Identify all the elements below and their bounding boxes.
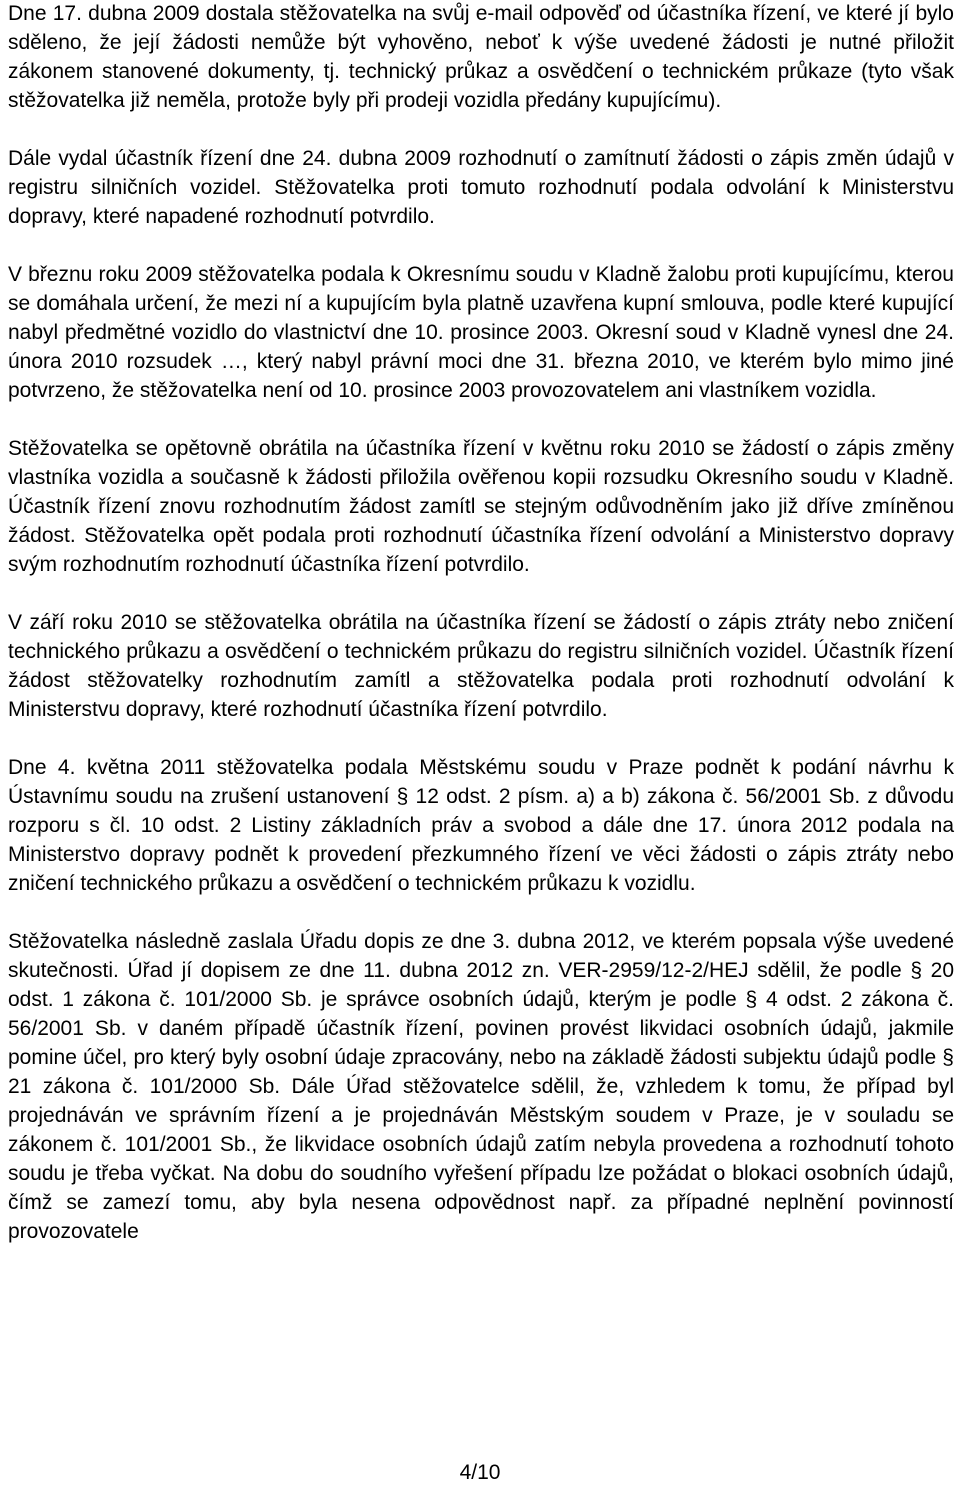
document-body <box>8 0 954 1275</box>
paragraph-office-letter: Stěžovatelka následně zaslala Úřadu dopis ze dne 3. dubna 2012, ve kterém popsala výše uvedené skutečnosti. Úřad jí dopisem ze dne 11. dubna 2012 zn. VER-2959/12-2/HEJ sdělil, že podle § 20 odst. 1 zákona č. 101/2000 Sb. je správce osobních údajů, kterým je podle § 4 odst. 2 zákona č. 56/2001 Sb. v daném případě účastník řízení, povinen provést likvidaci osobních údajů, jakmile pomine účel, pro který byly osobní údaje zpracovány, nebo na základě žádosti subjektu údajů podle § 21 zákona č. 101/2000 Sb. Dále Úřad stěžovatelce sdělil, že, vzhledem k tomu, že případ byl projednáván ve správním řízení a je projednáván Městským soudem v Praze, je v souladu se zákonem č. 101/2001 Sb., že likvidace osobních údajů zatím nebyla provedena a rozhodnutí tohoto soudu je třeba vyčkat. Na dobu do soudního vyřešení případu lze požádat o blokaci osobních údajů, čímž se zamezí tomu, aby byla nesena odpovědnost např. za případné neplnění povinností provozovatele <box>8 930 954 1243</box>
paragraph-rejection-decision: Dále vydal účastník řízení dne 24. dubna 2009 rozhodnutí o zamítnutí žádosti o zápis změn údajů v registru silničních vozidel. Stěžovatelka proti tomuto rozhodnutí podala odvolání k Ministerstvu dopravy, které napadené rozhodnutí potvrdilo. <box>8 147 954 228</box>
paragraph-loss-registration: V září roku 2010 se stěžovatelka obrátila na účastníka řízení se žádostí o zápis ztráty nebo zničení technického průkazu a osvědčení o technickém průkazu do registru silničních vozidel. Účastník řízení žádost stěžovatelky rozhodnutím zamítl a stěžovatelka podala proti rozhodnutí odvolání k Ministerstvu dopravy, které rozhodnutí účastníka řízení potvrdilo. <box>8 611 954 721</box>
paragraph-court-petition: Dne 4. května 2011 stěžovatelka podala Městskému soudu v Praze podnět k podání návrhu k Ústavnímu soudu na zrušení ustanovení § 12 odst. 2 písm. a) a b) zákona č. 56/2001 Sb. z důvodu rozporu s čl. 10 odst. 2 Listiny základních práv a svobod a dále dne 17. února 2012 podala na Ministerstvo dopravy podnět k provedení přezkumného řízení ve věci žádosti o zápis ztráty nebo zničení technického průkazu a osvědčení o technickém průkazu k vozidlu. <box>8 756 954 895</box>
paragraph-court-lawsuit: V březnu roku 2009 stěžovatelka podala k Okresnímu soudu v Kladně žalobu proti kupujícímu, kterou se domáhala určení, že mezi ní a kupujícím byla platně uzavřena kupní smlouva, podle které kupující nabyl předmětné vozidlo do vlastnictví dne 10. prosince 2003. Okresní soud v Kladně vynesl dne 24. února 2010 rozsudek …, který nabyl právní moci dne 31. března 2010, ve kterém bylo mimo jiné potvrzeno, že stěžovatelka není od 10. prosince 2003 provozovatelem ani vlastníkem vozidla. <box>8 263 954 402</box>
page-number: 4/10 <box>459 1461 501 1484</box>
paragraph-repeated-request: Stěžovatelka se opětovně obrátila na účastníka řízení v květnu roku 2010 se žádostí o zápis změny vlastníka vozidla a současně k žádosti přiložila ověřenou kopii rozsudku Okresního soudu v Kladně. Účastník řízení znovu rozhodnutím žádost zamítl se stejným odůvodněním jako již dříve zmíněnou žádost. Stěžovatelka opět podala proti rozhodnutí účastníka řízení odvolání a Ministerstvo dopravy svým rozhodnutím rozhodnutí účastníka řízení potvrdilo. <box>8 437 954 576</box>
paragraph-email-reply: Dne 17. dubna 2009 dostala stěžovatelka na svůj e-mail odpověď od účastníka řízení, ve které jí bylo sděleno, že její žádosti nemůže být vyhověno, neboť k výše uvedené žádosti je nutné přiložit zákonem stanovené dokumenty, tj. technický průkaz a osvědčení o technickém průkaze (tyto však stěžovatelka již neměla, protože byly při prodeji vozidla předány kupujícímu). <box>8 2 954 112</box>
